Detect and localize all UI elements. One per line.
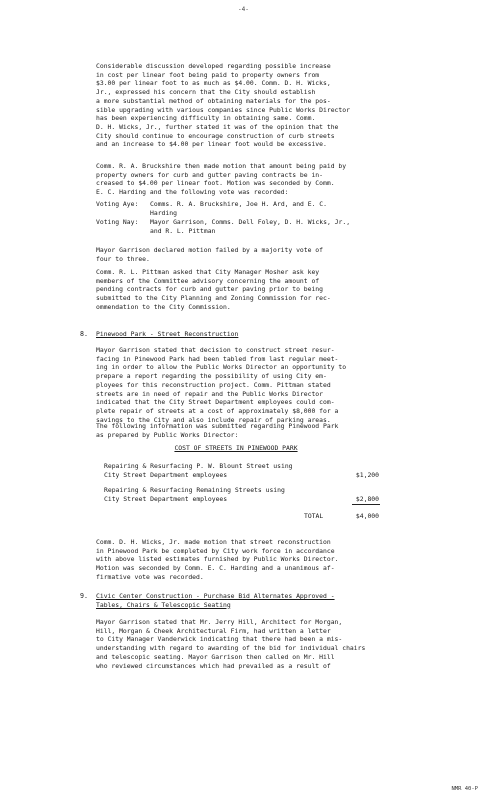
paragraph-pittman-request: Comm. R. L. Pittman asked that City Manager Mosher ask key members of the Committee advisory concerning the amount of pending contracts for curb and gutter paving prior to being submitted to the City Planning and Zoning Commission for rec- ommendation to the City Commission.: [96, 268, 331, 311]
total-rule: [352, 504, 380, 505]
item-8-heading: Pinewood Park - Street Reconstruction: [96, 330, 239, 338]
item-8-body: Mayor Garrison stated that decision to construct street resur- facing in Pinewood Park had been tabled from last regular meet- ing in order to allow the Public Works Director an opportunity to prepare a report regarding the possibility of using City em- ployees for this reconstruction project. Comm. Pittman stated streets are in need of repair and the Public Works Director indicated that the City Street Department employees could com- plete repair of streets at a cost of approximately $8,000 for a savings to the City and also include repair of parking areas.: [96, 346, 347, 424]
paragraph-curb-cost-discussion: Considerable discussion developed regarding possible increase in cost per linear foot being paid to property owners from $3.00 per linear foot to as much as $4.00. Comm. D. H. Wicks, Jr., expressed his concern that the City should establish a more substantial method of obtaining materials for the pos- sible upgrading with various companies since Public Works Director has been experiencing difficulty in obtaining same. Comm. D. H. Wicks, Jr., further stated it was of the opinion that the City should continue to encourage construction of curb streets and an increase to $4.00 per linear foot would be excessive.: [96, 62, 350, 149]
total-amount: $4,000: [355, 512, 379, 520]
item-8-motion: Comm. D. H. Wicks, Jr. made motion that street reconstruction in Pinewood Park be completed by City work force in accordance with above listed estimates furnished by Public Works Director. Motion was seconded by Comm. E. C. Harding and a unanimous af- firmative vote was recorded.: [96, 538, 339, 581]
vote-nay-label: Voting Nay:: [96, 218, 139, 226]
vote-nay-names: Mayor Garrison, Comms. Dell Foley, D. H. Wicks, Jr., and R. L. Pittman: [150, 218, 351, 235]
cost-row-label: Repairing & Resurfacing P. W. Blount Street using City Street Department employees: [104, 462, 293, 479]
item-9-number: 9.: [80, 592, 88, 600]
cost-row-blount-street: [104, 462, 379, 479]
footer-code: NMR 40-P: [451, 786, 478, 793]
item-9-heading: Civic Center Construction - Purchase Bid Alternates Approved - Tables, Chairs & Telescopic Seating: [96, 592, 335, 609]
cost-row-label: Repairing & Resurfacing Remaining Streets using City Street Department employees: [104, 486, 285, 503]
total-label: TOTAL: [304, 512, 324, 520]
vote-aye-label: Voting Aye:: [96, 200, 139, 208]
cost-row-amount: $2,800: [355, 495, 379, 503]
cost-row-amount: $1,200: [355, 471, 379, 479]
item-8-intro: The following information was submitted regarding Pinewood Park as prepared by Public Works Director:: [96, 422, 339, 439]
cost-table-title: COST OF STREETS IN PINEWOOD PARK: [174, 444, 298, 452]
item-9-body: Mayor Garrison stated that Mr. Jerry Hill, Architect for Morgan, Hill, Morgan & Cheek Architectural Firm, had written a letter to City Manager Vanderwick indicating that there had been a mis- understanding with regard to awarding of the bid for individual chairs and telescopic seating. Mayor Garrison then called on Mr. Hill who reviewed circumstances which had prevailed as a result of: [96, 618, 366, 670]
item-8-number: 8.: [80, 330, 88, 338]
vote-aye-names: Comms. R. A. Bruckshire, Joe H. Ard, and E. C. Harding: [150, 200, 327, 217]
page-number: -4-: [238, 6, 249, 13]
cost-row-remaining-streets: [104, 486, 379, 503]
paragraph-motion-failed: Mayor Garrison declared motion failed by a majority vote of four to three.: [96, 246, 324, 263]
paragraph-bruckshire-motion: Comm. R. A. Bruckshire then made motion that amount being paid by property owners for curb and gutter paving contracts be in- creased to $4.00 per linear foot. Motion was seconded by Comm. E. C. Harding and the following vote was recorded:: [96, 162, 347, 197]
